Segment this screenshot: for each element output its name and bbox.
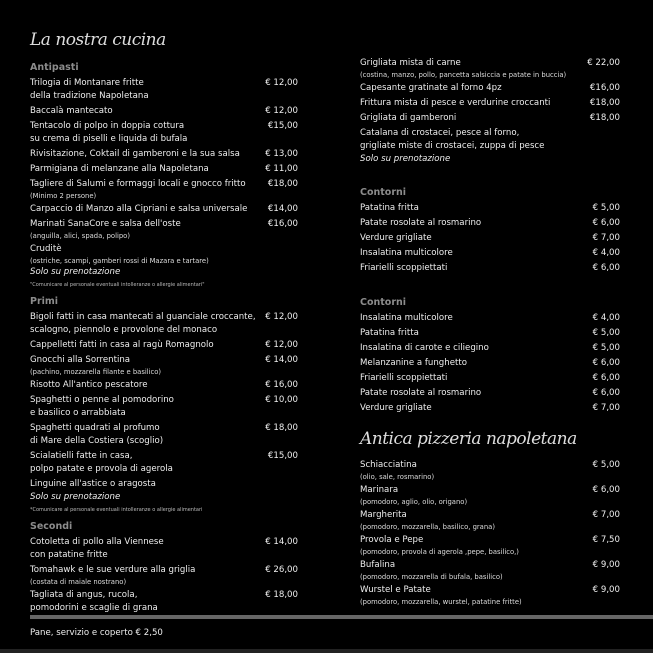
item-text [30, 203, 258, 216]
item-name: Marinati SanaCore e salsa dell'oste [30, 219, 181, 229]
menu-item [30, 564, 298, 587]
menu-item [360, 127, 620, 165]
allergy-disclaimer: "Comunicare al personale eventuali intolleranze o allergie alimentari" [30, 282, 205, 288]
item-name: Cruditè [30, 244, 62, 254]
menu-item [360, 534, 620, 557]
menu-item [360, 202, 620, 215]
menu-item [360, 82, 620, 95]
spacer [360, 277, 620, 291]
item-text [30, 311, 258, 337]
item-name: Patate rosolate al rosmarino [360, 218, 482, 228]
item-price: €18,00 [267, 179, 298, 189]
item-price: € 7,50 [592, 535, 620, 545]
menu-item [30, 77, 298, 103]
menu-item [30, 120, 298, 146]
item-name: Spaghetti quadrati al profumo di Mare della Costiera (scoglio) [30, 423, 164, 446]
item-name: Friarielli scoppiettati [360, 373, 448, 383]
item-text [30, 564, 258, 587]
item-price: € 7,00 [592, 510, 620, 520]
menu-item [360, 57, 620, 80]
item-text [360, 559, 580, 582]
menu-item [30, 422, 298, 448]
item-text [360, 484, 580, 507]
item-text [360, 247, 580, 260]
item-name: Rivisitazione, Coktail di gamberoni e la sua salsa [30, 149, 240, 159]
pizzeria-title: Antica pizzeria napoletana [360, 429, 577, 449]
item-name: Spaghetti o penne al pomodorino e basilico o arrabbiata [30, 395, 174, 418]
item-price: € 7,00 [592, 233, 620, 243]
menu-item [30, 478, 298, 503]
item-text [30, 163, 258, 176]
item-name: Cotoletta di pollo alla Viennese con patatine fritte [30, 537, 164, 560]
item-name: Verdure grigliate [360, 403, 432, 413]
item-text [360, 387, 580, 400]
item-name: Parmigiana di melanzane alla Napoletana [30, 164, 209, 174]
item-name: Insalatina multicolore [360, 248, 453, 258]
menu-item [30, 311, 298, 337]
menu-item [30, 589, 298, 615]
item-price: €15,00 [267, 451, 298, 461]
item-text [360, 357, 580, 370]
item-description: (pachino, mozzarella filante e basilico) [30, 368, 162, 376]
spacer [360, 167, 620, 181]
menu-item [360, 312, 620, 325]
section-heading: Contorni [360, 297, 407, 308]
cover-charge-note: Pane, servizio e coperto € 2,50 [30, 628, 163, 638]
item-price: € 6,00 [592, 373, 620, 383]
item-price [258, 243, 298, 278]
item-name: Catalana di crostacei, pesce al forno, grigliate miste di crostacei, zuppa di pesce [360, 128, 545, 151]
item-name: Friarielli scoppiettati [360, 263, 448, 273]
menu-item [30, 394, 298, 420]
menu-item [30, 105, 298, 118]
reservation-note: Solo su prenotazione [30, 492, 121, 502]
menu-item [360, 357, 620, 370]
item-price: € 5,00 [592, 328, 620, 338]
item-price: € 12,00 [265, 312, 298, 322]
item-text [360, 82, 580, 95]
item-name: Wurstel e Patate [360, 585, 431, 595]
item-description: (costina, manzo, pollo, pancetta salsiccia e patate in buccia) [360, 71, 567, 79]
menu-item [30, 243, 298, 278]
item-name: Bufalina [360, 560, 396, 570]
item-name: Tentacolo di polpo in doppia cottura su crema di piselli e liquida di bufala [30, 121, 188, 144]
item-text [30, 148, 258, 161]
section-heading: Antipasti [30, 62, 79, 73]
item-name: Gnocchi alla Sorrentina [30, 355, 131, 365]
menu-item [360, 484, 620, 507]
item-name: Carpaccio di Manzo alla Cipriani e salsa universale [30, 204, 248, 214]
item-name: Insalatina multicolore [360, 313, 453, 323]
item-text [30, 422, 258, 448]
item-name: Margherita [360, 510, 407, 520]
item-price: € 12,00 [265, 106, 298, 116]
item-description: (Minimo 2 persone) [30, 192, 97, 200]
menu-item [30, 339, 298, 352]
item-text [360, 112, 580, 125]
item-name: Tomahawk e le sue verdure alla griglia [30, 565, 196, 575]
item-price: € 14,00 [265, 537, 298, 547]
menu-item [30, 218, 298, 241]
item-name: Provola e Pepe [360, 535, 424, 545]
right-column [360, 57, 620, 609]
item-description: (olio, sale, rosmarino) [360, 473, 435, 481]
menu-item [360, 97, 620, 110]
item-price: € 4,00 [592, 248, 620, 258]
item-name: Grigliata mista di carne [360, 58, 461, 68]
menu-item [30, 354, 298, 377]
item-text [360, 372, 580, 385]
menu-item [360, 387, 620, 400]
menu-item [360, 342, 620, 355]
item-price: € 16,00 [265, 380, 298, 390]
item-text [360, 217, 580, 230]
item-text [360, 202, 580, 215]
item-price: € 18,00 [265, 423, 298, 433]
item-text [30, 120, 258, 146]
item-name: Linguine all'astice o aragosta [30, 479, 156, 489]
item-name: Grigliata di gamberoni [360, 113, 457, 123]
menu-item [360, 459, 620, 482]
item-text [30, 450, 258, 476]
section-heading: Secondi [30, 521, 73, 532]
item-price: €18,00 [589, 113, 620, 123]
reservation-note: Solo su prenotazione [360, 154, 451, 164]
item-name: Marinara [360, 485, 399, 495]
item-price: € 6,00 [592, 388, 620, 398]
menu-title: La nostra cucina [30, 30, 166, 50]
item-text [360, 584, 580, 607]
item-price: € 5,00 [592, 203, 620, 213]
item-text [360, 342, 580, 355]
item-text [30, 536, 258, 562]
menu-item [30, 536, 298, 562]
item-text [360, 534, 580, 557]
item-name: Tagliere di Salumi e formaggi locali e gnocco fritto [30, 179, 246, 189]
item-price: € 9,00 [592, 585, 620, 595]
item-name: Patatina fritta [360, 203, 419, 213]
menu-item [360, 584, 620, 607]
item-price: € 6,00 [592, 485, 620, 495]
item-text [30, 394, 258, 420]
item-text [360, 262, 580, 275]
item-price [580, 127, 620, 165]
menu-item [360, 112, 620, 125]
item-price: € 4,00 [592, 313, 620, 323]
item-price: € 18,00 [265, 590, 298, 600]
menu-item [360, 217, 620, 230]
item-text [30, 589, 258, 615]
menu-item [30, 203, 298, 216]
menu-item [360, 247, 620, 260]
item-text [360, 57, 580, 80]
menu-item [360, 559, 620, 582]
menu-item [360, 327, 620, 340]
item-name: Bigoli fatti in casa mantecati al guanciale croccante, scalogno, piennolo e provolone del monaco [30, 312, 256, 335]
item-name: Tagliata di angus, rucola, pomodorini e scaglie di grana [30, 590, 158, 613]
item-name: Trilogia di Montanare fritte della tradizione Napoletana [30, 78, 149, 101]
item-price: € 11,00 [265, 164, 298, 174]
item-price: € 22,00 [587, 58, 620, 68]
item-price: €16,00 [589, 83, 620, 93]
item-name: Schiacciatina [360, 460, 417, 470]
item-price: € 7,00 [592, 403, 620, 413]
item-price: €14,00 [267, 204, 298, 214]
item-price: €16,00 [267, 219, 298, 229]
item-name: Patate rosolate al rosmarino [360, 388, 482, 398]
item-text [30, 243, 258, 278]
item-text [30, 105, 258, 118]
menu-item [30, 450, 298, 476]
menu-item [360, 232, 620, 245]
item-description: (costata di maiale nostrano) [30, 578, 127, 586]
bottom-strip [0, 649, 653, 653]
item-text [360, 232, 580, 245]
item-price: € 9,00 [592, 560, 620, 570]
item-name: Melanzanine a funghetto [360, 358, 467, 368]
item-price: € 6,00 [592, 263, 620, 273]
divider [30, 615, 653, 619]
item-price: € 26,00 [265, 565, 298, 575]
item-price: € 14,00 [265, 355, 298, 365]
item-description: (ostriche, scampi, gamberi rossi di Mazara e tartare) [30, 257, 209, 265]
item-name: Capesante gratinate al forno 4pz [360, 83, 502, 93]
item-text [30, 77, 258, 103]
item-price: € 5,00 [592, 460, 620, 470]
section-heading: Primi [30, 296, 59, 307]
item-text [30, 379, 258, 392]
item-name: Baccalà mantecato [30, 106, 113, 116]
item-name: Verdure grigliate [360, 233, 432, 243]
item-text [360, 97, 580, 110]
item-description: (pomodoro, mozzarella, wurstel, patatine fritte) [360, 598, 522, 606]
item-price [258, 478, 298, 503]
item-text [360, 312, 580, 325]
item-text [30, 478, 258, 503]
item-name: Cappelletti fatti in casa al ragù Romagnolo [30, 340, 214, 350]
item-text [30, 218, 258, 241]
item-name: Frittura mista di pesce e verdurine croccanti [360, 98, 551, 108]
section-heading: Contorni [360, 187, 407, 198]
menu-item [360, 262, 620, 275]
item-name: Patatina fritta [360, 328, 419, 338]
reservation-note: Solo su prenotazione [30, 267, 121, 277]
left-column [30, 30, 298, 617]
item-price: €18,00 [589, 98, 620, 108]
item-description: (anguilla, alici, spada, polipo) [30, 232, 130, 240]
item-name: Risotto All'antico pescatore [30, 380, 148, 390]
item-price: € 6,00 [592, 218, 620, 228]
item-description: (pomodoro, mozzarella, basilico, grana) [360, 523, 495, 531]
item-text [360, 402, 580, 415]
item-price: € 12,00 [265, 340, 298, 350]
item-description: (pomodoro, mozzarella di bufala, basilico) [360, 573, 503, 581]
item-text [360, 327, 580, 340]
item-name: Scialatielli fatte in casa, polpo patate e provola di agerola [30, 451, 173, 474]
item-price: €15,00 [267, 121, 298, 131]
item-text [30, 354, 258, 377]
menu-item [360, 402, 620, 415]
item-text [360, 127, 580, 165]
item-price: € 10,00 [265, 395, 298, 405]
item-text [360, 509, 580, 532]
item-name: Insalatina di carote e ciliegino [360, 343, 489, 353]
item-price: € 5,00 [592, 343, 620, 353]
allergy-disclaimer: *Comunicare al personale eventuali intolleranze o allergie alimentari [30, 507, 203, 513]
menu-item [30, 178, 298, 201]
menu-item [30, 148, 298, 161]
item-text [30, 339, 258, 352]
item-price: € 12,00 [265, 78, 298, 88]
menu-item [360, 509, 620, 532]
item-text [30, 178, 258, 201]
menu-item [360, 372, 620, 385]
menu-item [30, 163, 298, 176]
item-price: € 13,00 [265, 149, 298, 159]
item-text [360, 459, 580, 482]
item-description: (pomodoro, provola di agerola ,pepe, basilico,) [360, 548, 519, 556]
item-description: (pomodoro, aglio, olio, origano) [360, 498, 468, 506]
menu-item [30, 379, 298, 392]
item-price: € 6,00 [592, 358, 620, 368]
